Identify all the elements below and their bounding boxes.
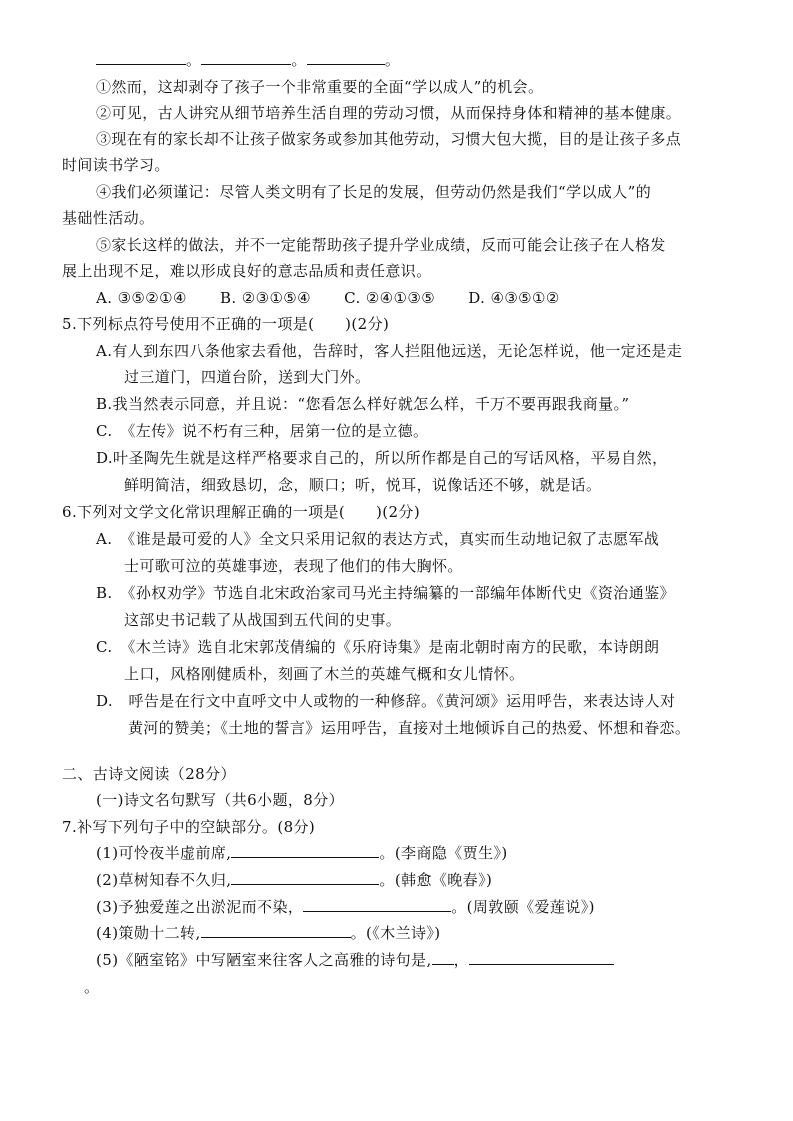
q5-option-a-cont: 过三道门，四道台阶，送到大门外。 bbox=[124, 368, 371, 386]
q6-option-a-cont: 士可歌可泣的英雄事迹，表现了他们的伟大胸怀。 bbox=[124, 557, 463, 575]
period: 。 bbox=[291, 51, 307, 69]
sentence-4: ④我们必须谨记：尽管人类文明有了长足的发展，但劳动仍然是我们“学以成人”的 bbox=[96, 183, 652, 201]
item-source: 。(《木兰诗》) bbox=[350, 924, 441, 942]
option-c[interactable]: C. ②④①③⑤ bbox=[344, 289, 436, 307]
q7-item-5 bbox=[96, 950, 614, 970]
q6-option-c: C. 《木兰诗》选自北宋郭茂倩编的《乐府诗集》是南北朝时南方的民歌，本诗朗朗 bbox=[96, 638, 660, 656]
item-text: (3)予独爱莲之出淤泥而不染， bbox=[96, 898, 304, 916]
sentence-3-cont: 时间读书学习。 bbox=[62, 156, 170, 174]
fill-blank[interactable] bbox=[231, 870, 379, 885]
sentence-5: ⑤家长这样的做法，并不一定能帮助孩子提升学业成绩，反而可能会让孩子在人格发 bbox=[96, 236, 666, 254]
item-text: (1)可怜夜半虚前席, bbox=[96, 844, 232, 862]
q6-option-a: A. 《谁是最可爱的人》全文只采用记叙的表达方式，真实而生动地记叙了志愿军战 bbox=[96, 530, 660, 548]
q6-option-b-cont: 这部史书记载了从战国到五代间的史事。 bbox=[124, 611, 402, 629]
item-text: (2)草树知春不久归, bbox=[96, 871, 232, 889]
q6-stem: 6.下列对文学文化常识理解正确的一项是( )(2分) bbox=[62, 503, 421, 521]
sentence-2: ②可见，古人讲究从细节培养生活自理的劳动习惯，从而保持身体和精神的基本健康。 bbox=[96, 104, 682, 122]
fill-blank[interactable] bbox=[201, 923, 351, 938]
q5-option-c: C. 《左传》说不朽有三种，居第一位的是立德。 bbox=[96, 422, 429, 440]
fill-blank[interactable] bbox=[469, 950, 614, 965]
sentence-5-cont: 展上出现不足，难以形成良好的意志品质和责任意识。 bbox=[62, 262, 432, 280]
q5-option-b: B.我当然表示同意，并且说：“您看怎么样好就怎么样，千万不要再跟我商量。” bbox=[96, 395, 630, 413]
item-source: 。(韩愈《晚春》) bbox=[379, 871, 493, 889]
answer-blank[interactable] bbox=[307, 50, 385, 65]
q5-option-d: D.叶圣陶先生就是这样严格要求自己的，所以所作都是自己的写话风格，平易自然， bbox=[96, 449, 668, 467]
q7-item-5-end: 。 bbox=[84, 978, 100, 996]
item-text: (4)策勋十二转, bbox=[96, 924, 201, 942]
option-d[interactable]: D. ④③⑤①② bbox=[468, 289, 560, 307]
period: 。 bbox=[384, 51, 401, 69]
fill-blank[interactable] bbox=[231, 843, 379, 858]
sentence-1: ①然而，这却剥夺了孩子一个非常重要的全面“学以成人”的机会。 bbox=[96, 78, 544, 96]
q6-option-d: D. 呼告是在行文中直呼文中人或物的一种修辞。《黄河颂》运用呼告，来表达诗人对 bbox=[96, 692, 676, 710]
item-text: (5)《陋室铭》中写陋室来往客人之高雅的诗句是, bbox=[96, 951, 432, 969]
item-source: 。(李商隐《贾生》) bbox=[379, 844, 508, 862]
q6-option-c-cont: 上口，风格刚健质朴，刻画了木兰的英雄气概和女儿情怀。 bbox=[124, 665, 525, 683]
subsection-title: (一)诗文名句默写（共6小题，8分） bbox=[96, 791, 344, 809]
q6-option-b: B. 《孙权劝学》节选自北宋政治家司马光主持编纂的一部编年体断代史《资治通鉴》 bbox=[96, 584, 675, 602]
answer-blanks-line bbox=[96, 50, 400, 70]
option-a[interactable]: A. ③⑤②①④ bbox=[96, 289, 187, 307]
fill-blank[interactable] bbox=[303, 897, 451, 912]
answer-blank[interactable] bbox=[201, 50, 291, 65]
section-title: 二、古诗文阅读（28分） bbox=[62, 765, 236, 783]
comma: ， bbox=[453, 951, 470, 969]
sentence-3: ③现在有的家长却不让孩子做家务或参加其他劳动，习惯大包大揽，目的是让孩子多点 bbox=[96, 130, 682, 148]
q7-item-4 bbox=[96, 923, 441, 943]
q5-stem: 5.下列标点符号使用不正确的一项是( )(2分) bbox=[62, 315, 390, 333]
q5-option-a: A.有人到东四八条他家去看他，告辞时，客人拦阻他远送，无论怎样说，他一定还是走 bbox=[96, 342, 683, 360]
option-b[interactable]: B. ②③①⑤④ bbox=[219, 289, 311, 307]
q5-option-d-cont: 鲜明简洁，细致恳切，念，顺口；听，悦耳，说像话还不够，就是话。 bbox=[124, 476, 602, 494]
answer-blank[interactable] bbox=[96, 50, 186, 65]
period: 。 bbox=[186, 51, 202, 69]
q7-item-2 bbox=[96, 870, 492, 890]
q6-option-d-cont: 黄河的赞美；《土地的誓言》运用呼告，直接对土地倾诉自己的热爱、怀想和眷恋。 bbox=[128, 719, 691, 737]
q7-item-3 bbox=[96, 897, 595, 917]
q4-options bbox=[96, 288, 588, 308]
item-source: 。(周敦颐《爱莲说》) bbox=[451, 898, 595, 916]
q7-stem: 7.补写下列句子中的空缺部分。(8分) bbox=[62, 818, 316, 836]
q7-item-1 bbox=[96, 843, 508, 863]
sentence-4-cont: 基础性活动。 bbox=[62, 209, 155, 227]
fill-blank[interactable] bbox=[432, 950, 454, 965]
